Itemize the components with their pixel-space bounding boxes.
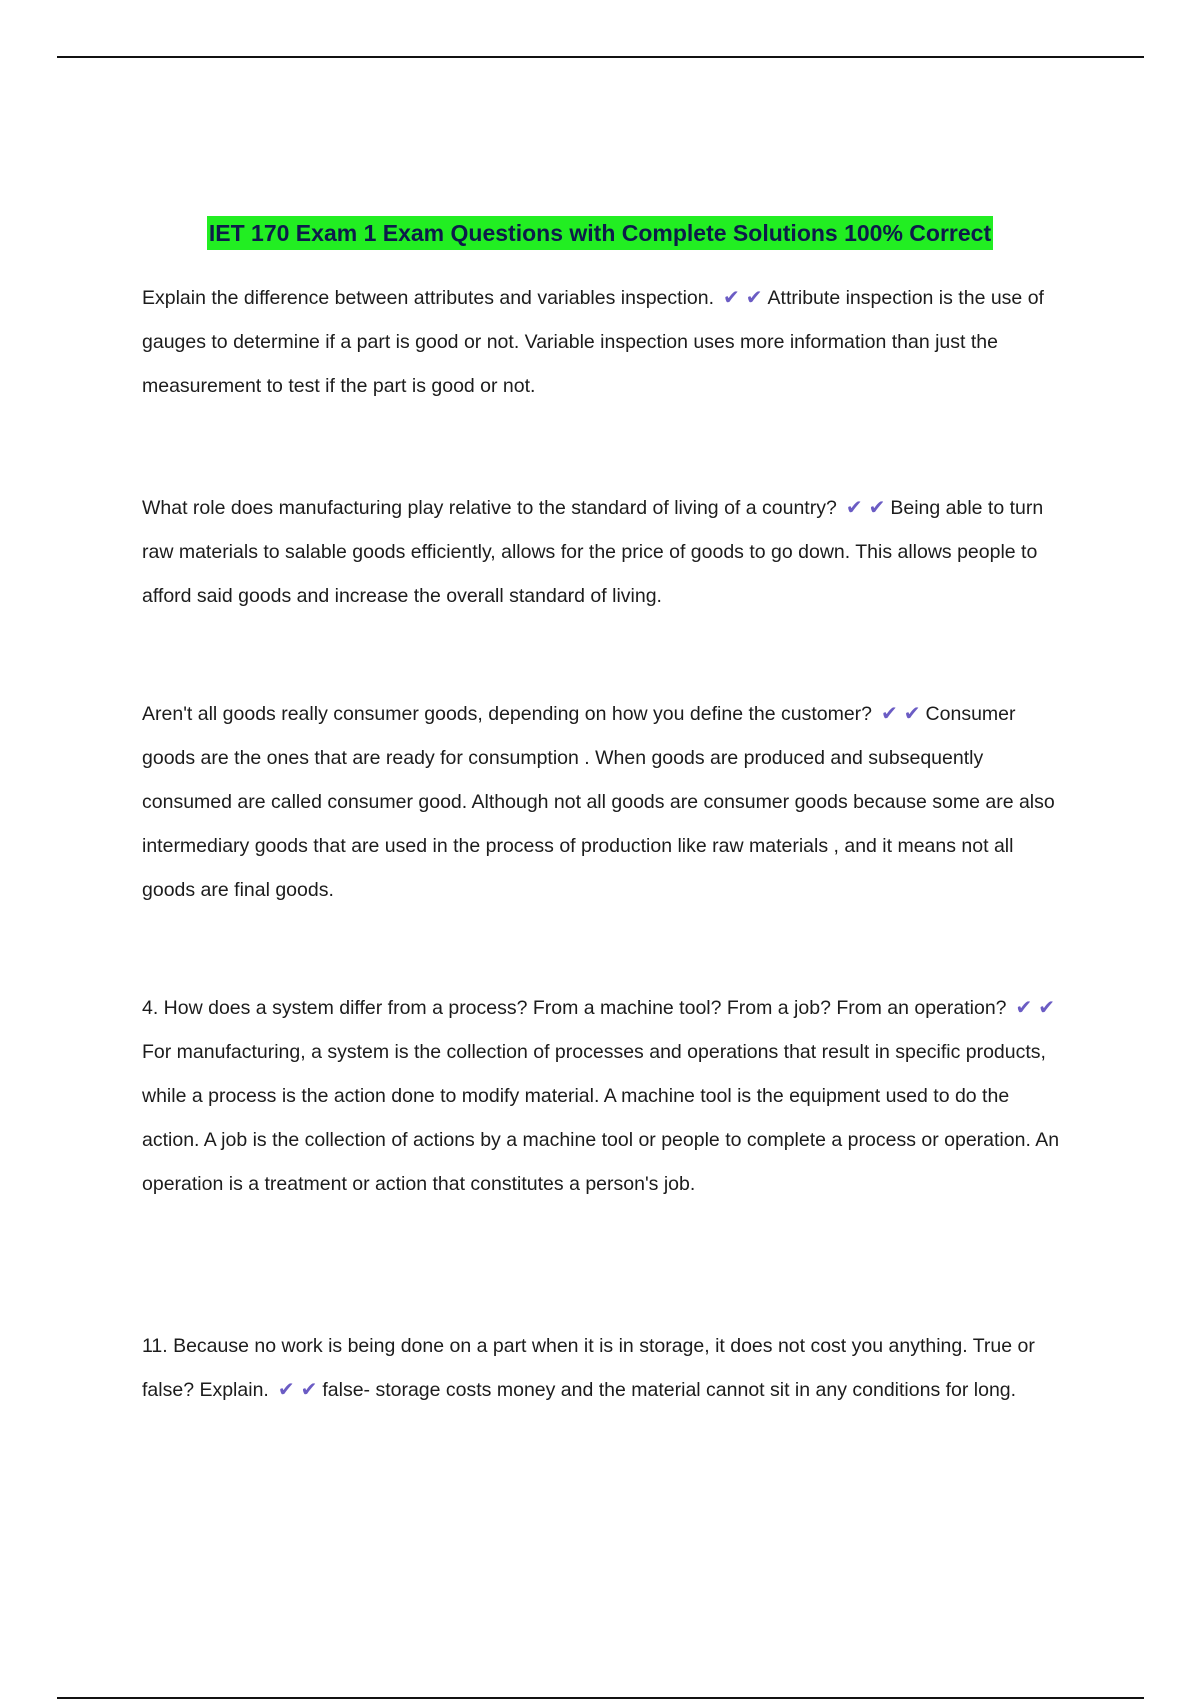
qa-item xyxy=(142,486,1067,618)
answer-marker xyxy=(1013,997,1059,1019)
check-icon: ✔ xyxy=(745,287,763,309)
answer-marker xyxy=(275,1379,321,1401)
header-rule xyxy=(57,56,1144,58)
check-icon: ✔ xyxy=(868,497,886,519)
qa-item xyxy=(142,276,1067,408)
check-icon: ✔ xyxy=(881,703,898,725)
check-icon: ✔ xyxy=(300,1379,318,1401)
check-icon: ✔ xyxy=(845,497,863,519)
document-title: IET 170 Exam 1 Exam Questions with Complete Solutions 100% Correct xyxy=(207,216,993,250)
answer-text: Consumer goods are the ones that are ready for consumption . When goods are produced and subsequently consumed are called consumer good. Although not all goods are consumer goods because some are also intermediary goods that are used in the process of production like raw materials , and it means not all goods are final goods. xyxy=(142,703,1055,901)
answer-text: Being able to turn raw materials to salable goods efficiently, allows for the price of goods to go down. This allows people to afford said goods and increase the overall standard of living. xyxy=(142,497,1044,607)
title-container xyxy=(0,216,1200,250)
answer-marker xyxy=(878,703,924,725)
answer-text: Attribute inspection is the use of gauges to determine if a part is good or not. Variable inspection uses more information than just the measurement to test if the part is good or not. xyxy=(142,287,1044,397)
question-text: 4. How does a system differ from a process? From a machine tool? From a job? From an operation? xyxy=(142,997,1007,1019)
check-icon: ✔ xyxy=(1015,997,1033,1019)
footer-rule xyxy=(57,1697,1144,1699)
qa-item xyxy=(142,986,1067,1206)
question-text: 11. Because no work is being done on a part when it is in storage, it does not cost you anything. True or false? Explain. xyxy=(142,1335,1035,1401)
answer-marker xyxy=(843,497,889,519)
question-text: Explain the difference between attributes and variables inspection. xyxy=(142,287,715,309)
qa-item xyxy=(142,692,1067,912)
answer-text: false- storage costs money and the material cannot sit in any conditions for long. xyxy=(322,1379,1017,1401)
answer-marker xyxy=(720,287,766,309)
question-text: What role does manufacturing play relative to the standard of living of a country? xyxy=(142,497,837,519)
check-icon: ✔ xyxy=(277,1379,295,1401)
check-icon: ✔ xyxy=(723,287,740,309)
answer-text: For manufacturing, a system is the collection of processes and operations that result in specific products, while a process is the action done to modify material. A machine tool is the equipment used to do the action. A job is the collection of actions by a machine tool or people to complete a process or operation. An operation is a treatment or action that constitutes a person's job. xyxy=(142,1041,1060,1195)
qa-item xyxy=(142,1324,1067,1412)
question-text: Aren't all goods really consumer goods, depending on how you define the customer? xyxy=(142,703,873,725)
check-icon: ✔ xyxy=(1038,997,1056,1019)
check-icon: ✔ xyxy=(903,703,921,725)
